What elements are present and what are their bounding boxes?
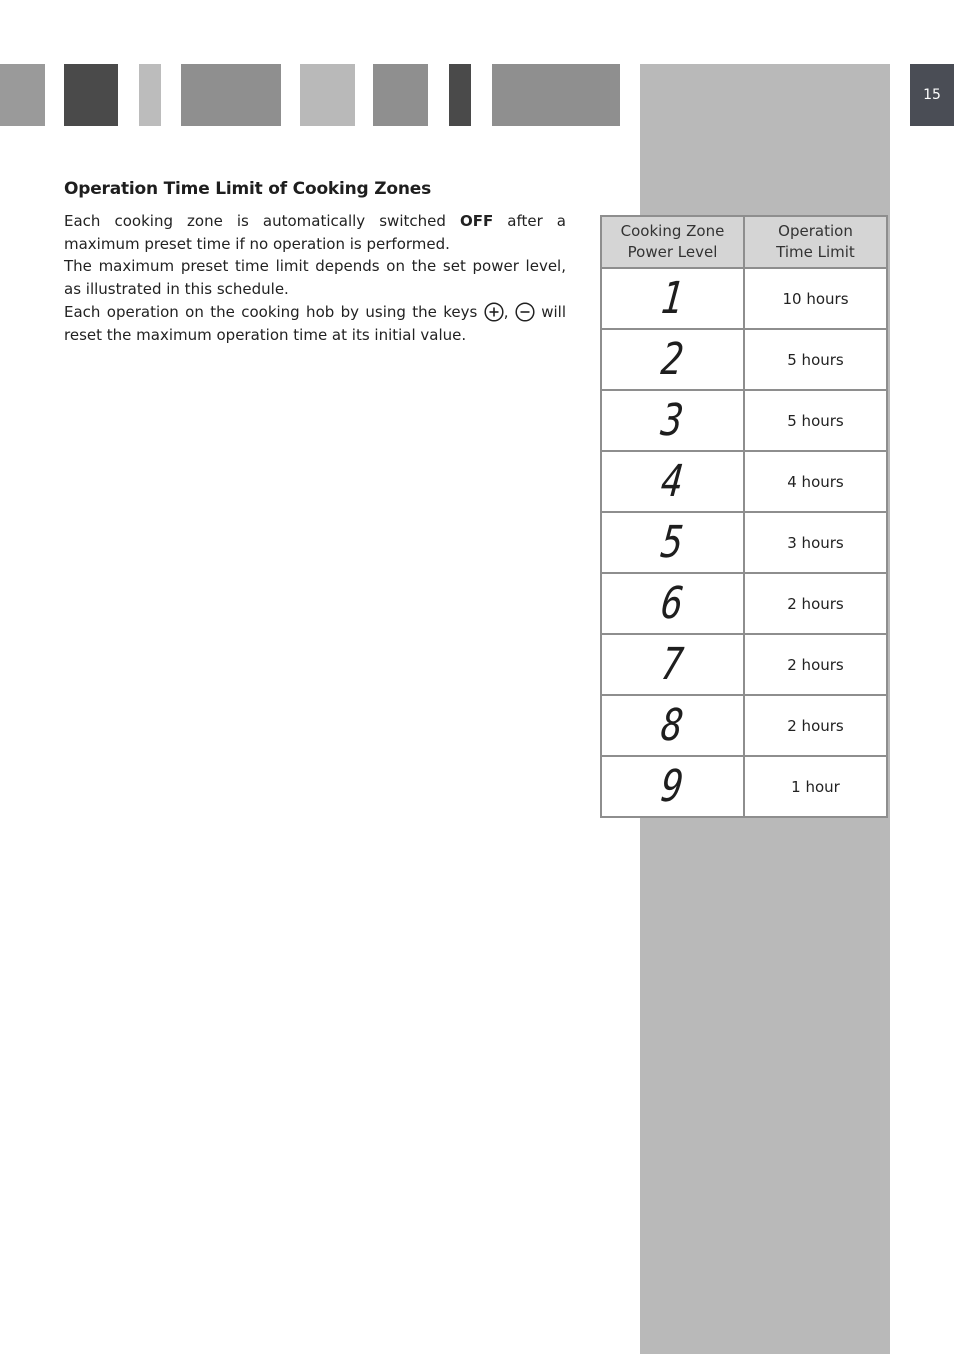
- power-level-cell: [601, 268, 744, 329]
- time-limit-cell: 10 hours: [744, 268, 887, 329]
- time-limit-cell: 2 hours: [744, 573, 887, 634]
- header-level-line1: Cooking Zone: [620, 222, 725, 240]
- power-level-digit: 3: [659, 394, 687, 446]
- power-level-cell: [601, 512, 744, 573]
- table-row: [601, 573, 887, 634]
- table-row: [601, 634, 887, 695]
- power-level-digit: 8: [659, 699, 687, 751]
- power-level-digit: 7: [659, 638, 687, 690]
- power-level-cell: [601, 329, 744, 390]
- header-block-4: [181, 64, 281, 126]
- time-limit-cell: 4 hours: [744, 451, 887, 512]
- para3-text-a: Each operation on the cooking hob by using the keys: [64, 302, 484, 321]
- header-block-5: [300, 64, 355, 126]
- paragraph-keys-info: [64, 301, 566, 346]
- power-level-cell: [601, 756, 744, 817]
- paragraph-off-info: [64, 210, 566, 255]
- off-label: OFF: [459, 212, 494, 230]
- header-block-7: [449, 64, 471, 126]
- power-level-digit: 5: [659, 516, 687, 568]
- section-body: [64, 210, 566, 346]
- table-row: [601, 329, 887, 390]
- minus-circle-icon: [515, 302, 535, 322]
- header-block-8: [492, 64, 620, 126]
- time-limit-cell: 2 hours: [744, 634, 887, 695]
- power-level-digit: 2: [659, 333, 687, 385]
- table-row: [601, 268, 887, 329]
- time-limit-cell: 2 hours: [744, 695, 887, 756]
- power-level-digit: 1: [659, 272, 687, 324]
- header-block-1: [0, 64, 45, 126]
- power-level-digit: 6: [659, 577, 687, 629]
- power-level-cell: [601, 634, 744, 695]
- paragraph-schedule-info: The maximum preset time limit depends on the set power level, as illustrated in this schedule.: [64, 257, 566, 299]
- power-level-cell: [601, 451, 744, 512]
- power-level-cell: [601, 390, 744, 451]
- header-time-line2: Time Limit: [776, 243, 855, 261]
- header-time-limit: [744, 216, 887, 268]
- table-row: [601, 451, 887, 512]
- time-limit-cell: 1 hour: [744, 756, 887, 817]
- time-limit-cell: 5 hours: [744, 329, 887, 390]
- header-block-3: [139, 64, 161, 126]
- header-time-line1: Operation: [778, 222, 853, 240]
- table-row: [601, 390, 887, 451]
- power-level-cell: [601, 573, 744, 634]
- power-level-cell: [601, 695, 744, 756]
- para1-text-b: after a maximum preset time if no operation is performed.: [64, 212, 567, 253]
- header-power-level: [601, 216, 744, 268]
- header-block-6: [373, 64, 428, 126]
- power-level-digit: 9: [659, 760, 687, 812]
- plus-circle-icon: [484, 302, 504, 322]
- time-limit-cell: 3 hours: [744, 512, 887, 573]
- page-number: 15: [910, 64, 954, 126]
- time-limit-cell: 5 hours: [744, 390, 887, 451]
- para3-text-b: will reset the maximum operation time at its initial value.: [64, 302, 566, 344]
- header-level-line2: Power Level: [627, 243, 718, 261]
- power-level-digit: 4: [659, 455, 687, 507]
- para3-separator: ,: [503, 302, 515, 321]
- table-row: [601, 512, 887, 573]
- table-row: [601, 756, 887, 817]
- operation-time-table: [600, 215, 888, 818]
- section-title: Operation Time Limit of Cooking Zones: [64, 179, 431, 199]
- table-row: [601, 695, 887, 756]
- header-block-2: [64, 64, 118, 126]
- table-header-row: [601, 216, 887, 268]
- para1-text-a: Each cooking zone is automatically switched: [64, 212, 460, 230]
